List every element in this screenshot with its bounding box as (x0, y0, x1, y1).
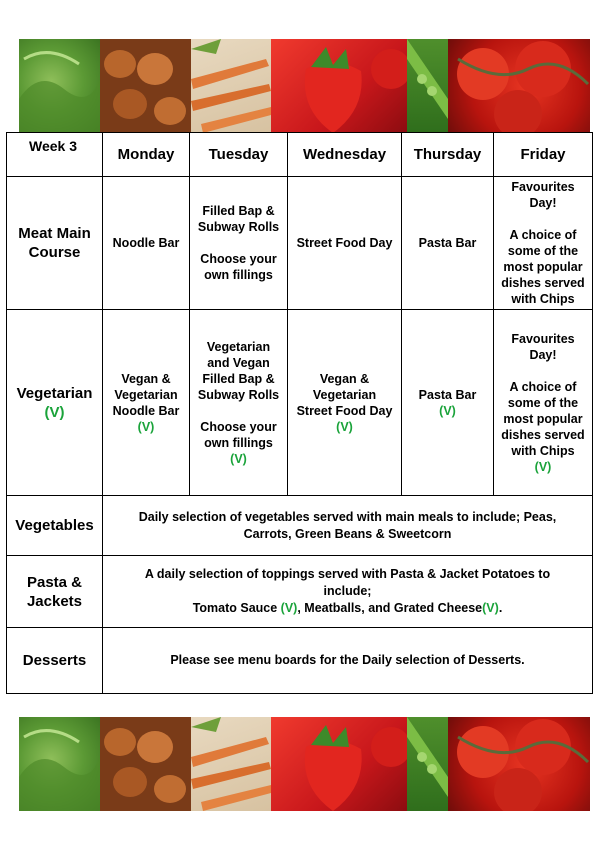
vegetarian-mark: (V) (336, 419, 353, 434)
cell-text: Favourites (511, 331, 575, 346)
vegetarian-mark: (V) (44, 403, 65, 421)
meat-thursday (402, 177, 494, 310)
tomatoes-image (448, 39, 590, 133)
meat-tuesday (190, 177, 288, 310)
strawberry-image (271, 39, 407, 133)
cell-text: Vegetarian (312, 387, 377, 402)
day-friday: Friday (494, 133, 593, 177)
vegetarian-mark: (V) (439, 403, 456, 418)
cell-text: most popular (503, 411, 583, 426)
veg-tuesday (190, 310, 288, 496)
week-label: Week 3 (7, 133, 103, 177)
cell-text: Filled Bap & (202, 204, 275, 218)
meat-wednesday (288, 177, 402, 310)
cell-text: own fillings (204, 435, 273, 450)
cell-text: Carrots, Green Beans & Sweetcorn (243, 526, 452, 541)
row-label-desserts: Desserts (7, 628, 103, 694)
cell-text: Day! (529, 196, 557, 210)
row-label-text: Vegetarian (16, 384, 93, 402)
desserts-description: Please see menu boards for the Daily selection of Desserts. (103, 628, 593, 694)
onions-image (100, 717, 191, 811)
vegetarian-mark: (V) (482, 601, 499, 615)
carrots-image (191, 717, 271, 811)
cell-text: Pasta Bar (418, 387, 477, 402)
row-label-text: Jackets (26, 592, 83, 610)
cell-text: Subway Rolls (197, 220, 280, 234)
cell-text: some of the (507, 244, 579, 258)
row-label-text: Course (28, 244, 81, 261)
carrots-image (191, 39, 271, 133)
cell-text: own fillings (204, 268, 273, 282)
vegetarian-mark: (V) (137, 419, 155, 434)
vegetables-description (103, 496, 593, 556)
cell-text: Tomato Sauce (192, 601, 281, 615)
cell-text: Street Food Day (296, 236, 393, 250)
cell-text: . (498, 601, 503, 615)
cell-text: Subway Rolls (197, 387, 280, 402)
row-label-text: Meat Main (18, 225, 91, 242)
peas-image (407, 717, 448, 811)
cell-text: Vegetarian (114, 387, 178, 402)
veg-friday (494, 310, 593, 496)
vegetarian-mark: (V) (230, 451, 247, 466)
cell-text: A choice of (509, 379, 577, 394)
row-label-text: Pasta & (26, 573, 83, 591)
vegetarian-row (7, 310, 593, 496)
cell-text: A daily selection of toppings served with Pasta & Jacket Potatoes to (144, 567, 551, 581)
lettuce-image (19, 39, 100, 133)
cell-text: Choose your (200, 419, 277, 434)
cell-text: Pasta Bar (418, 236, 477, 250)
cell-text: dishes served (501, 276, 585, 290)
top-food-banner (19, 39, 590, 133)
cell-text: some of the (507, 395, 579, 410)
cell-text: Filled Bap & (202, 371, 275, 386)
day-monday: Monday (103, 133, 190, 177)
tomatoes-image (448, 717, 590, 811)
row-label-meat (7, 177, 103, 310)
cell-text: A choice of (509, 228, 577, 242)
veg-monday (103, 310, 190, 496)
cell-text: dishes served (501, 427, 585, 442)
bottom-food-banner (19, 717, 590, 811)
cell-text: and Vegan (207, 355, 270, 370)
cell-text: Noodle Bar (112, 403, 180, 418)
cell-text: with Chips (511, 292, 575, 306)
meat-monday (103, 177, 190, 310)
veg-thursday (402, 310, 494, 496)
day-thursday: Thursday (402, 133, 494, 177)
vegetables-row (7, 496, 593, 556)
pasta-description (103, 556, 593, 628)
day-tuesday: Tuesday (190, 133, 288, 177)
onions-image (100, 39, 191, 133)
cell-text: Choose your (200, 252, 277, 266)
cell-text: most popular (503, 260, 583, 274)
cell-text: , Meatballs, and Grated Cheese (297, 601, 483, 615)
cell-text: include; (323, 584, 372, 598)
day-wednesday: Wednesday (288, 133, 402, 177)
weekly-menu-table (6, 132, 593, 694)
cell-text: Vegan & (121, 371, 171, 386)
peas-image (407, 39, 448, 133)
meat-friday (494, 177, 593, 310)
row-label-pasta (7, 556, 103, 628)
lettuce-image (19, 717, 100, 811)
cell-text: Vegetarian (206, 339, 271, 354)
cell-text: Vegan & (319, 371, 370, 386)
desserts-row (7, 628, 593, 694)
cell-text: Day! (529, 347, 557, 362)
cell-text: with Chips (511, 443, 575, 458)
cell-text: Daily selection of vegetables served with main meals to include; Peas, (138, 509, 557, 524)
cell-text: Street Food Day (296, 403, 393, 418)
veg-wednesday (288, 310, 402, 496)
meat-main-row (7, 177, 593, 310)
vegetarian-mark: (V) (280, 601, 298, 615)
cell-text: Favourites (511, 180, 575, 194)
row-label-vegetables: Vegetables (7, 496, 103, 556)
header-row (7, 133, 593, 177)
strawberry-image (271, 717, 407, 811)
row-label-vegetarian (7, 310, 103, 496)
pasta-jackets-row (7, 556, 593, 628)
cell-text: Noodle Bar (112, 236, 180, 250)
vegetarian-mark: (V) (534, 459, 552, 474)
